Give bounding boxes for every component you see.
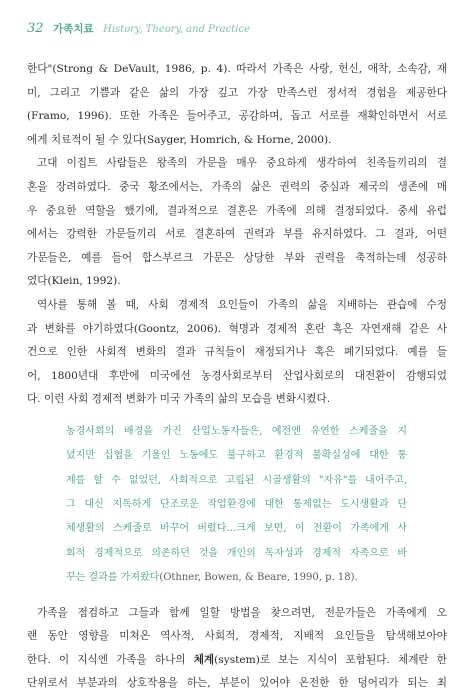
book-subtitle: History, Theory, and Practice [103, 24, 250, 35]
quote-line: 그 대신 지독하게 단조로운 작업환경에 대한 통제없는 도시생활과 단 [66, 499, 407, 511]
text-line: 어, 1800년대 후반에 미국에선 농경사회로부터 산업사회로의 대전환이 감행되었 [27, 369, 447, 382]
quote-line: 제를 할 수 없었던, 사회적으로 고립된 시골생활의 "자유"를 내어주고, [66, 474, 407, 486]
text-line: 에게 치료적이 될 수 있다(Sayger, Homrich, & Horne, 2000). [27, 133, 332, 146]
text-line: 미, 그리고 기쁨과 같은 삶의 가장 깊고 가장 만족스런 정서적 경험을 제공한다 [27, 86, 447, 99]
paragraph-4 [27, 602, 447, 696]
quote-line: 체생활의 스케줄로 바꾸어 버렸다…크게 보면, 이 전환이 가족에게 사 [66, 523, 407, 535]
running-header [27, 22, 250, 37]
quote-line-last [66, 566, 407, 590]
text-line: 우 중요한 역할을 했기에, 결과적으로 결혼은 가족에 의해 결정되었다. 중세 유럽 [27, 204, 447, 217]
emphasized-term: 체계 [193, 653, 215, 666]
text-line: 건으로 인한 사회적 변화의 결과 규칙들이 재정되거나 혹은 폐기되었다. 예를 들 [27, 346, 447, 359]
paragraph-1 [27, 58, 447, 152]
block-quote [27, 420, 447, 591]
page-body [27, 58, 447, 696]
text-line: 고대 이집트 사람들은 왕족의 가문을 매우 중요하게 생각하여 친족들끼리의 결 [37, 157, 447, 170]
text-line: 단위로서 부분과의 상호작용을 하는, 부분이 있어야 온전한 한 덩어리가 되는 최 [27, 677, 447, 690]
page-number: 32 [27, 21, 44, 36]
text-segment: (system)로 보는 지식이 포함된다. 체계란 한 [214, 653, 447, 666]
quote-last-text: 꾸는 결과를 가져왔다 [66, 572, 160, 584]
text-line: 혼을 장려하였다. 중국 황조에서는, 가족의 삶은 권력의 중심과 제국의 생존에 매 [27, 180, 447, 193]
quote-line: 농경사회의 배경을 가진 산업노동자들은, 예전엔 유연한 스케줄을 지 [66, 425, 407, 437]
text-line: 가문들은, 예를 들어 합스부르크 가문은 상당한 부와 권력을 축적하는데 성공하 [27, 251, 447, 264]
paragraph-2 [27, 152, 447, 294]
book-title: 가족치료 [53, 23, 94, 35]
text-line: 였다(Klein, 1992). [27, 275, 121, 288]
text-line: (Framo, 1996). 또한 가족은 들어주고, 공감하며, 돕고 서로를 재확인하면서 서로 [27, 110, 447, 123]
text-line: 한다"(Strong & DeVault, 1986, p. 4). 따라서 가족은 사랑, 헌신, 애착, 소속감, 재 [27, 63, 447, 75]
quote-line: 회적 경제적으로 의존하던 것을 개인의 독자성과 경제적 자족으로 바 [66, 547, 407, 559]
text-line: 랜 동안 영향을 미쳐온 역사적, 사회적, 경제적, 지배적 요인들을 탐색해보아야 [27, 630, 447, 643]
text-line: 다. 이런 사회 경제적 변화가 미국 가족의 삶의 모습을 변화시켰다. [27, 393, 331, 406]
text-segment: 한다. 이 지식엔 가족을 하나의 [27, 653, 194, 666]
quote-line: 녔지만 십협을 기울인 노동에도 불구하고 환경적 불확실성에 대한 통 [66, 450, 407, 462]
text-line: 에서는 강력한 가문들끼리 서로 결혼하여 권력과 부를 유지하였다. 그 결과, 어떤 [27, 228, 447, 241]
paragraph-3 [27, 294, 447, 412]
quote-citation: (Othner, Bowen, & Beare, 1990, p. 18). [159, 572, 358, 584]
text-line: 과 변화를 야기하였다(Goontz, 2006). 혁명과 경제적 혼란 혹은 자연재해 같은 사 [27, 322, 447, 335]
text-line: 가족을 점검하고 그들과 함께 일할 방법을 찾으려면, 전문가들은 가족에게 오 [37, 606, 447, 619]
text-line: 역사를 통해 볼 때, 사회 경제적 요인들이 가족의 삶을 지배하는 관습에 수정 [37, 298, 447, 311]
